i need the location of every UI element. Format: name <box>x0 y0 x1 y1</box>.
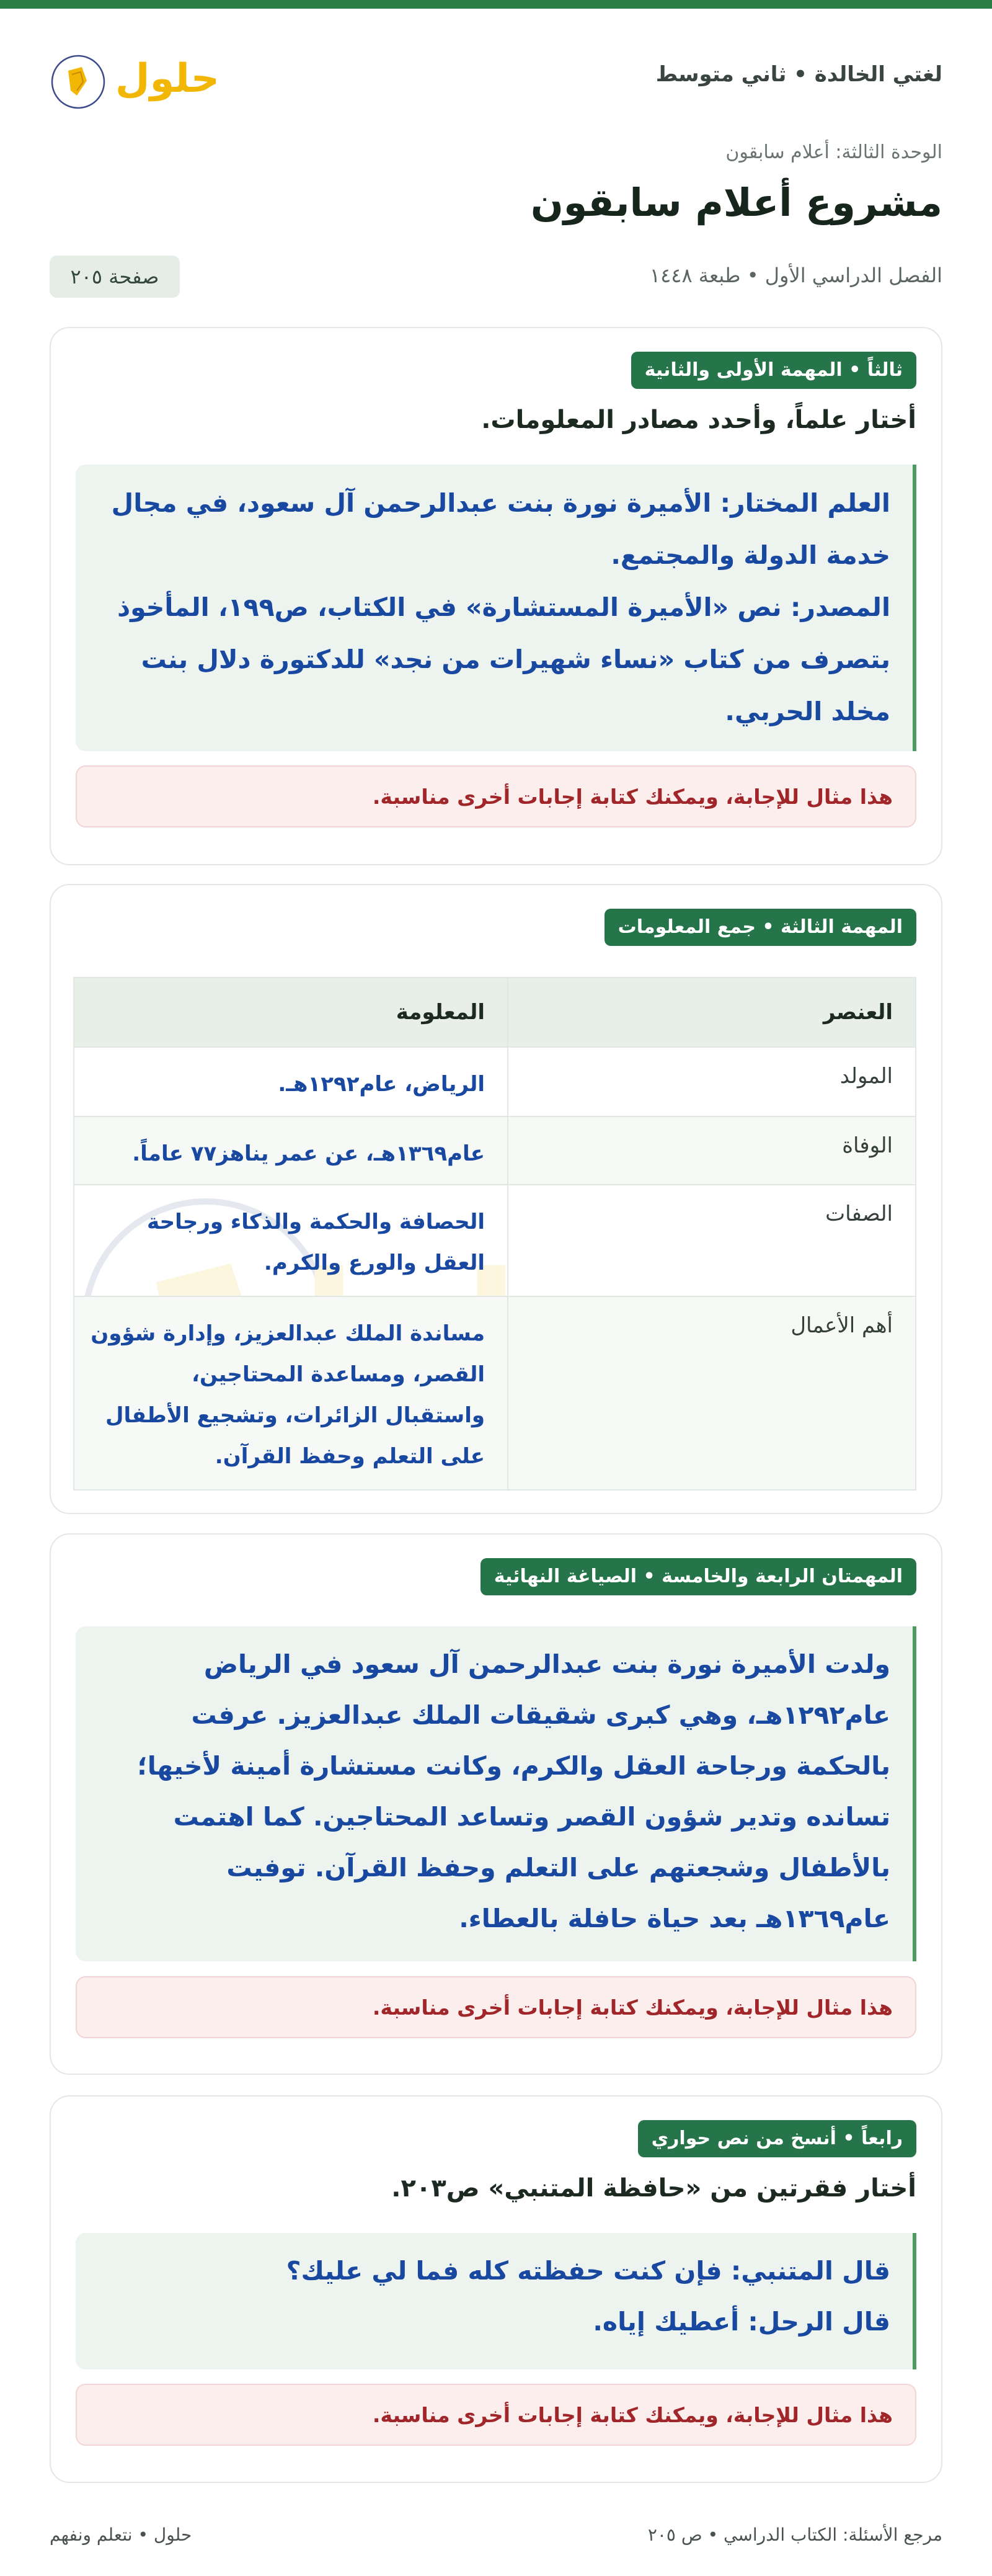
example-note: هذا مثال للإجابة، ويمكنك كتابة إجابات أخرى مناسبة. <box>76 1976 916 2038</box>
table-cell-key: الصفات <box>508 1185 916 1296</box>
top-accent-bar <box>0 0 992 9</box>
table-cell-key: المولد <box>508 1047 916 1116</box>
section-prompt: أختار علماً، وأحدد مصادر المعلومات. <box>481 406 916 434</box>
section-tag: المهمتان الرابعة والخامسة • الصياغة النهائية <box>480 1558 916 1595</box>
answer-box <box>76 465 916 751</box>
table-header-element: العنصر <box>508 978 916 1047</box>
table-header-row <box>74 978 916 1047</box>
table-row <box>74 1047 916 1116</box>
dialogue-answer-box <box>76 2233 916 2369</box>
section-card-tasks-4-5 <box>50 1533 942 2075</box>
section-tag: المهمة الثالثة • جمع المعلومات <box>604 909 916 946</box>
unit-label: الوحدة الثالثة: أعلام سابقون <box>725 141 942 163</box>
logo-text: حلول <box>115 56 219 102</box>
section-tag: ثالثاً • المهمة الأولى والثانية <box>631 352 916 389</box>
page-number-badge: صفحة ٢٠٥ <box>50 256 180 298</box>
final-draft-box <box>76 1626 916 1961</box>
page-title: مشروع أعلام سابقون <box>530 180 942 225</box>
section-card-task-3 <box>50 884 942 1514</box>
table-row <box>74 1296 916 1490</box>
dialogue-line-2: قال الرحل: أعطيك إياه. <box>593 2307 890 2337</box>
header <box>50 43 942 112</box>
dialogue-line-1: قال المتنبي: فإن كنت حفظته كله فما لي عليك؟ <box>286 2256 890 2286</box>
table-header-info: المعلومة <box>74 978 508 1047</box>
table-row <box>74 1185 916 1296</box>
example-note: هذا مثال للإجابة، ويمكنك كتابة إجابات أخرى مناسبة. <box>76 2384 916 2446</box>
answer-chosen-figure: العلم المختار: الأميرة نورة بنت عبدالرحمن آل سعود، في مجال خدمة الدولة والمجتمع. <box>111 488 890 570</box>
table-row <box>74 1116 916 1185</box>
section-tag: رابعاً • أنسخ من نص حواري <box>638 2120 916 2157</box>
hulul-logo[interactable] <box>50 43 223 112</box>
footer-reference: مرجع الأسئلة: الكتاب الدراسي • ص ٢٠٥ <box>647 2525 942 2545</box>
table-cell-value: مساندة الملك عبدالعزيز، وإدارة شؤون القصر، ومساعدة المحتاجين، واستقبال الزائرات، وتشجيع الأطفال على التعلم وحفظ القرآن. <box>74 1296 508 1490</box>
section-card-dialogue <box>50 2095 942 2483</box>
table-cell-value: الرياض، عام١٢٩٢هـ. <box>74 1047 508 1116</box>
table-cell-key: أهم الأعمال <box>508 1296 916 1490</box>
final-draft-text: ولدت الأميرة نورة بنت عبدالرحمن آل سعود في الرياض عام١٢٩٢هـ، وهي كبرى شقيقات الملك عبدالعزيز. عرفت بالحكمة ورجاحة العقل والكرم، وكانت مستشارة أمينة لأخيها؛ تسانده وتدير شؤون القصر وتساعد المحتاجين. كما اهتمت بالأطفال وشجعتهم على التعلم وحفظ القرآن. توفيت عام١٣٦٩هـ بعد حياة حافلة بالعطاء. <box>137 1649 890 1933</box>
section-card-tasks-1-2 <box>50 327 942 865</box>
table-cell-value: عام١٣٦٩هـ، عن عمر يناهز٧٧ عاماً. <box>74 1116 508 1185</box>
table-cell-key: الوفاة <box>508 1116 916 1185</box>
footer-brand: حلول • نتعلم ونفهم <box>50 2525 192 2545</box>
section-prompt: أختار فقرتين من «حافظة المتنبي» ص٢٠٣. <box>391 2174 916 2203</box>
example-note: هذا مثال للإجابة، ويمكنك كتابة إجابات أخرى مناسبة. <box>76 765 916 827</box>
info-table <box>73 977 916 1491</box>
table-cell-value: الحصافة والحكمة والذكاء ورجاحة العقل والورع والكرم. <box>74 1185 508 1296</box>
edition-meta: الفصل الدراسي الأول • طبعة ١٤٤٨ <box>649 264 942 287</box>
answer-source: المصدر: نص «الأميرة المستشارة» في الكتاب، ص١٩٩، المأخوذ بتصرف من كتاب «نساء شهيرات من نجد» للدكتورة دلال بنت مخلد الحربي. <box>117 592 890 726</box>
book-title: لغتي الخالدة • ثاني متوسط <box>655 62 942 87</box>
